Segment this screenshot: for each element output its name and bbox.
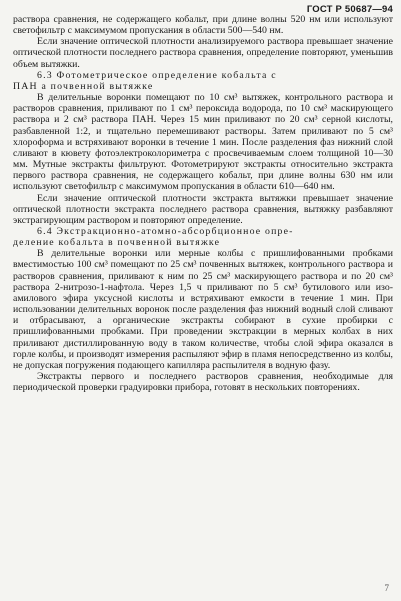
paragraph: В делительные воронки помещают по 10 см³ вытяжек, контрольного раствора и растворов сравнения, приливают по 1 см³ пероксида водорода, по 10 см³ маскирующего раствора и 2 см³ раствора ПАН. Через 15 мин приливают по 20 см³ серной кислоты, разбавленной 1:2, и тщательно перемешивают растворы. Затем приливают по 5 см³ хлороформа и встряхивают воронки в течение 1 мин. После разделения фаз нижний слой сливают в кювету фотоэлектроколориметра с просвечиваемым слоем толщиной 10—30 мм. Мутные экстракты фильтруют. Фотометрируют экстракты относительно экстракта первого раствора сравнения, не содержащего кобальт, при длине волны 630 нм или используют светофильтр с максимумом пропускания в области 610—640 нм. — [13, 92, 393, 193]
body-text — [13, 14, 393, 393]
paragraph: Экстракты первого и последнего растворов сравнения, необходимые для периодической проверки градуировки прибора, готовят в нескольких повторениях. — [13, 371, 393, 394]
paragraph: раствора сравнения, не содержащего кобальт, при длине волны 520 нм или используют светофильтр с максимумом пропускания в области 500—540 нм. — [13, 14, 393, 37]
section-title-line: деление кобальта в почвенной вытяжке — [13, 237, 221, 249]
paragraph: Если значение оптической плотности анализируемого раствора превышает значение оптической плотности последнего раствора сравнения, определение повторяют, уменьшив объем вытяжки. — [13, 36, 393, 70]
paragraph: В делительные воронки или мерные колбы с пришлифованными пробками вместимостью 100 см³ помещают по 25 см³ почвенных вытяжек, контрольного раствора и растворов сравнения, приливают к ним по 25 см³ маскирующего раствора и по 20 см³ раствора 2-нитрозо-1-нафтола. Через 1,5 ч приливают по 5 см³ бутилового или изо-амилового эфира уксусной кислоты и встряхивают емкости в течение 1 мин. При использовании делительных воронок после разделения фаз нижний водный слой сливают и отбрасывают, а органические экстракты собирают в сухие пробирки с пришлифованными пробками. При проведении экстракции в мерных колбах в них приливают дистиллированную воду в таком количестве, чтобы слой эфира оказался в горле колбы, и производят измерения распыляют эфир в пламя непосредственно из колбы, не допуская погружения подающего капилляра распылителя в водную фазу. — [13, 248, 393, 371]
section-heading-6-3 — [13, 70, 393, 92]
section-title-line: Фотометрическое определение кобальта с — [56, 69, 277, 81]
section-heading-6-4 — [13, 226, 393, 248]
section-title-line: ПАН а почвенной вытяжке — [13, 80, 154, 92]
paragraph: Если значение оптической плотности экстракта вытяжки превышает значение оптической плотности экстракта последнего раствора сравнения, вытяжку разбавляют экстрагирующим раствором и повторяют определение. — [13, 192, 393, 226]
section-number: 6.3 — [37, 69, 53, 81]
section-number: 6.4 — [37, 225, 53, 237]
page-number: 7 — [384, 583, 389, 593]
section-title-line: Экстракционно-атомно-абсорбционное опре- — [56, 225, 294, 237]
document-header: ГОСТ Р 50687—94 — [306, 4, 393, 15]
